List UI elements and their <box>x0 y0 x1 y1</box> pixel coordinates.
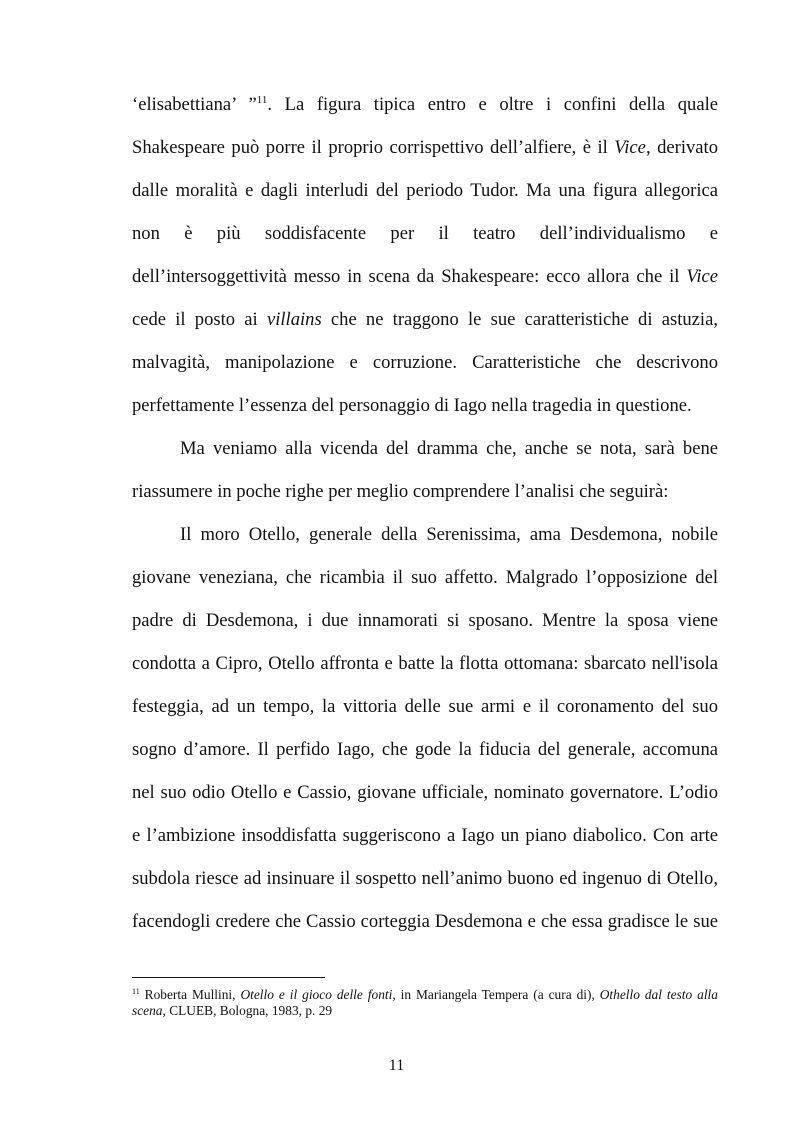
footnote-line-1: $^{11}$ Roberta Mullini, Otello e il gioco delle fonti, in Mariangela Tempera (a cura di), Othello dal testo alla <box>132 987 718 1002</box>
body-line-19: subdola riesce ad insinuare il sospetto nell’animo buono ed ingenuo di Otello, <box>132 868 718 889</box>
body-line-16: sogno d’amore. Il perfido Iago, che gode la fiducia del generale, accomuna <box>132 739 718 760</box>
body-line-12: giovane veneziana, che ricambia il suo affetto. Malgrado l’opposizione del <box>132 567 718 588</box>
body-line-10: riassumere in poche righe per meglio comprendere l’analisi che seguirà: <box>132 481 669 502</box>
body-line-20: facendogli credere che Cassio corteggia Desdemona e che essa gradisce le sue <box>132 911 718 932</box>
footnote-reference: 11 <box>256 94 268 106</box>
footnote-separator <box>132 977 325 978</box>
page-number: 11 <box>388 1057 405 1074</box>
body-line-17: nel suo odio Otello e Cassio, giovane ufficiale, nominato governatore. L’odio <box>132 782 718 803</box>
body-line-15: festeggia, ad un tempo, la vittoria delle sue armi e il coronamento del suo <box>132 696 718 717</box>
footnote-line-2: scena, CLUEB, Bologna, 1983, p. 29 <box>132 1003 333 1018</box>
body-line-3: dalle moralità e dagli interludi del periodo Tudor. Ma una figura allegorica <box>132 180 718 201</box>
body-line-1: ‘elisabettiana’ ”$^{11}$. La figura tipica entro e oltre i confini della quale <box>132 94 718 115</box>
body-line-4: non è più soddisfacente per il teatro dell’individualismo e <box>132 223 718 244</box>
body-line-18: e l’ambizione insoddisfatta suggeriscono a Iago un piano diabolico. Con arte <box>132 825 718 846</box>
footnote-marker: 11 <box>132 987 140 996</box>
body-line-7: malvagità, manipolazione e corruzione. Caratteristiche che descrivono <box>132 352 718 373</box>
body-line-6: cede il posto ai villains che ne traggono le sue caratteristiche di astuzia, <box>132 309 718 330</box>
body-line-13: padre di Desdemona, i due innamorati si sposano. Mentre la sposa viene <box>132 610 718 631</box>
body-line-9: Ma veniamo alla vicenda del dramma che, anche se nota, sarà bene <box>180 438 718 459</box>
body-line-5: dell’intersoggettività messo in scena da Shakespeare: ecco allora che il Vice <box>132 266 718 287</box>
body-line-14: condotta a Cipro, Otello affronta e batte la flotta ottomana: sbarcato nell'isola <box>132 653 718 674</box>
body-line-2: Shakespeare può porre il proprio corrispettivo dell’alfiere, è il Vice, derivato <box>132 137 718 158</box>
body-line-8: perfettamente l’essenza del personaggio di Iago nella tragedia in questione. <box>132 395 692 416</box>
body-line-11: Il moro Otello, generale della Serenissima, ama Desdemona, nobile <box>180 524 718 545</box>
